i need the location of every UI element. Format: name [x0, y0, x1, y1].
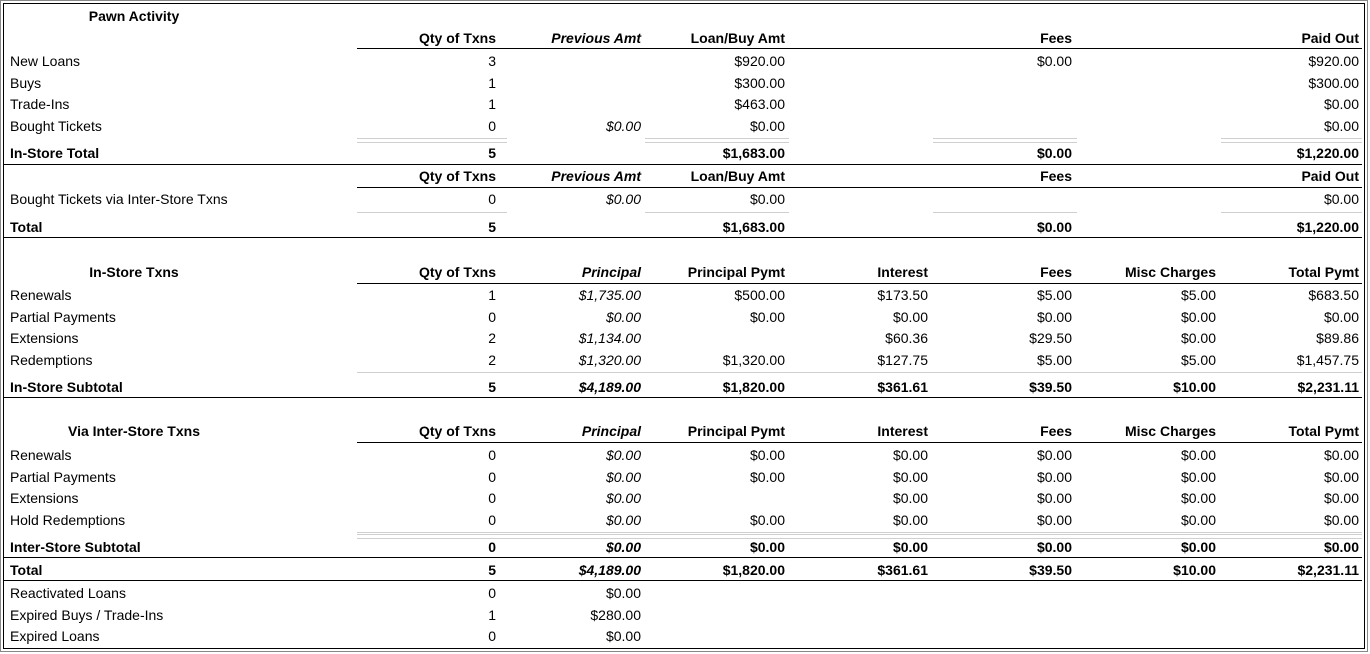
cell-qty: 0 [488, 118, 496, 135]
cell-ppymt: $1,320.00 [722, 351, 785, 368]
cell-principal: $1,320.00 [578, 351, 641, 368]
cell-ppymt: $1,820.00 [722, 562, 785, 578]
subtotal-rule [1221, 212, 1362, 213]
section-title: In-Store Txns [89, 264, 179, 280]
cell-principal: $0.00 [605, 308, 641, 325]
cell-total: $683.50 [1308, 287, 1359, 303]
cell-loan: $300.00 [734, 74, 785, 91]
cell-qty: 0 [488, 490, 496, 506]
cell-fees: $0.00 [1036, 308, 1072, 325]
cell-misc: $0.00 [1180, 468, 1216, 485]
subtotal-rule [357, 372, 1362, 373]
row-label: Expired Loans [10, 628, 100, 644]
cell-amount: $0.00 [605, 628, 641, 644]
cell-principal: $0.00 [605, 468, 641, 485]
column-header: Principal [581, 264, 641, 280]
cell-misc: $5.00 [1180, 287, 1216, 303]
cell-ppymt: $1,820.00 [722, 379, 785, 395]
cell-fees: $0.00 [1036, 53, 1072, 69]
section-title: Via Inter-Store Txns [67, 423, 200, 439]
instore-total-row [4, 142, 1362, 164]
column-header: Qty of Txns [418, 423, 496, 439]
column-header: Previous Amt [551, 30, 641, 46]
cell-interest: $0.00 [892, 447, 928, 463]
column-header: Qty of Txns [418, 168, 496, 184]
row-label: Expired Buys / Trade-Ins [10, 606, 164, 623]
cell-principal: $4,189.00 [578, 379, 641, 395]
cell-qty: 0 [488, 511, 496, 528]
cell-loan: $463.00 [734, 96, 785, 113]
cell-misc: $5.00 [1180, 351, 1216, 368]
cell-total: $0.00 [1323, 447, 1359, 463]
column-header: Principal [581, 423, 641, 439]
table-row [4, 349, 1362, 371]
cell-interest: $127.75 [877, 351, 928, 368]
cell-interest: $0.00 [892, 490, 928, 506]
cell-paid: $1,220.00 [1296, 145, 1359, 161]
row-label: Hold Redemptions [10, 511, 126, 528]
pawn-header-row-2 [4, 165, 1362, 187]
cell-loan: $0.00 [749, 118, 785, 135]
cell-interest: $0.00 [892, 308, 928, 325]
table-row [4, 509, 1362, 531]
interstore-header-row [4, 420, 1362, 442]
table-row [4, 466, 1362, 488]
row-label: New Loans [10, 53, 81, 69]
cell-qty: 0 [488, 539, 496, 555]
cell-principal: $1,735.00 [578, 287, 641, 303]
cell-loan: $0.00 [749, 191, 785, 207]
table-row [4, 93, 1362, 115]
row-label: Inter-Store Subtotal [10, 539, 141, 555]
cell-qty: 5 [488, 379, 496, 395]
table-row [4, 188, 1362, 210]
cell-fees: $0.00 [1036, 539, 1072, 555]
cell-fees: $39.50 [1029, 562, 1072, 578]
cell-interest: $0.00 [892, 511, 928, 528]
cell-qty: 5 [488, 219, 496, 235]
other-row [4, 625, 1362, 647]
cell-fees: $5.00 [1036, 287, 1072, 303]
table-row [4, 72, 1362, 94]
cell-qty: 0 [488, 468, 496, 485]
cell-misc: $0.00 [1180, 330, 1216, 346]
row-label: Redemptions [10, 351, 93, 368]
cell-amount: $280.00 [590, 606, 641, 623]
cell-misc: $0.00 [1180, 539, 1216, 555]
cell-misc: $0.00 [1180, 308, 1216, 325]
column-header: Paid Out [1301, 168, 1359, 184]
cell-qty: 5 [488, 145, 496, 161]
cell-loan: $1,683.00 [722, 145, 785, 161]
row-label: In-Store Total [10, 145, 100, 161]
pawn-total-row [4, 216, 1362, 238]
column-header: Fees [1040, 30, 1072, 46]
cell-paid: $920.00 [1308, 53, 1359, 69]
cell-ppymt: $0.00 [749, 539, 785, 555]
cell-interest: $361.61 [877, 562, 928, 578]
row-label: Total [10, 219, 43, 235]
cell-ppymt: $0.00 [749, 447, 785, 463]
column-header: Total Pymt [1288, 423, 1359, 439]
cell-interest: $0.00 [892, 468, 928, 485]
pawn-title-row [4, 5, 1362, 27]
cell-qty: 0 [488, 585, 496, 601]
cell-principal: $1,134.00 [578, 330, 641, 346]
table-row [4, 50, 1362, 72]
column-header: Paid Out [1301, 30, 1359, 46]
cell-qty: 1 [488, 96, 496, 113]
cell-fees: $0.00 [1036, 490, 1072, 506]
subtotal-rule [645, 212, 789, 213]
column-header: Interest [877, 264, 928, 280]
cell-misc: $0.00 [1180, 511, 1216, 528]
cell-misc: $0.00 [1180, 490, 1216, 506]
column-header: Interest [877, 423, 928, 439]
cell-principal: $0.00 [605, 539, 641, 555]
cell-total: $0.00 [1323, 490, 1359, 506]
cell-fees: $0.00 [1036, 219, 1072, 235]
column-header: Previous Amt [551, 168, 641, 184]
column-header: Principal Pymt [687, 423, 785, 439]
row-label: In-Store Subtotal [10, 379, 123, 395]
cell-prev: $0.00 [605, 191, 641, 207]
cell-ppymt: $0.00 [749, 308, 785, 325]
table-row [4, 487, 1362, 509]
column-header: Misc Charges [1124, 264, 1216, 280]
cell-principal: $4,189.00 [578, 562, 641, 578]
cell-qty: 1 [488, 287, 496, 303]
row-label: Total [10, 562, 43, 578]
cell-ppymt: $0.00 [749, 511, 785, 528]
cell-qty: 1 [488, 606, 496, 623]
grand-total-row [4, 559, 1362, 581]
cell-fees: $0.00 [1036, 468, 1072, 485]
cell-total: $0.00 [1323, 511, 1359, 528]
cell-loan: $1,683.00 [722, 219, 785, 235]
cell-fees: $29.50 [1029, 330, 1072, 346]
cell-interest: $361.61 [877, 379, 928, 395]
subtotal-rule [933, 212, 1077, 213]
cell-prev: $0.00 [605, 118, 641, 135]
instore-header-row [4, 261, 1362, 283]
table-row [4, 306, 1362, 328]
cell-principal: $0.00 [605, 490, 641, 506]
row-label: Renewals [10, 447, 72, 463]
section-title: Pawn Activity [88, 8, 180, 24]
cell-qty: 0 [488, 628, 496, 644]
cell-principal: $0.00 [605, 447, 641, 463]
cell-qty: 3 [488, 53, 496, 69]
cell-qty: 1 [488, 74, 496, 91]
row-label: Partial Payments [10, 468, 116, 485]
cell-ppymt: $500.00 [734, 287, 785, 303]
cell-interest: $0.00 [892, 539, 928, 555]
row-label: Extensions [10, 490, 79, 506]
row-label: Bought Tickets via Inter-Store Txns [10, 191, 228, 207]
row-label: Renewals [10, 287, 72, 303]
total-rule [4, 557, 1362, 558]
cell-total: $0.00 [1323, 468, 1359, 485]
cell-paid: $1,220.00 [1296, 219, 1359, 235]
cell-qty: 0 [488, 308, 496, 325]
column-header: Qty of Txns [418, 264, 496, 280]
cell-paid: $0.00 [1323, 118, 1359, 135]
cell-interest: $173.50 [877, 287, 928, 303]
cell-paid: $300.00 [1308, 74, 1359, 91]
interstore-subtotal-row [4, 536, 1362, 558]
cell-fees: $0.00 [1036, 447, 1072, 463]
subtotal-rule [357, 212, 507, 213]
other-row [4, 604, 1362, 626]
row-label: Extensions [10, 330, 79, 346]
section-divider [4, 397, 1362, 398]
row-label: Bought Tickets [10, 118, 102, 135]
pawn-header-row [4, 27, 1362, 49]
other-row [4, 582, 1362, 604]
cell-qty: 0 [488, 191, 496, 207]
cell-ppymt: $0.00 [749, 468, 785, 485]
column-header: Fees [1040, 423, 1072, 439]
cell-total: $2,231.11 [1297, 562, 1359, 578]
instore-subtotal-row [4, 376, 1362, 398]
cell-qty: 0 [488, 447, 496, 463]
cell-paid: $0.00 [1323, 191, 1359, 207]
cell-misc: $10.00 [1173, 562, 1216, 578]
column-header: Fees [1040, 264, 1072, 280]
table-row [4, 115, 1362, 137]
cell-misc: $10.00 [1173, 379, 1216, 395]
subtotal-rule [357, 532, 1362, 533]
row-label: Partial Payments [10, 308, 116, 325]
column-header: Loan/Buy Amt [690, 168, 785, 184]
cell-qty: 2 [488, 351, 496, 368]
column-header: Principal Pymt [687, 264, 785, 280]
cell-qty: 5 [488, 562, 496, 578]
row-label: Trade-Ins [10, 96, 70, 113]
table-row [4, 284, 1362, 306]
table-row [4, 327, 1362, 349]
cell-loan: $920.00 [734, 53, 785, 69]
cell-principal: $0.00 [605, 511, 641, 528]
table-row [4, 444, 1362, 466]
column-header: Qty of Txns [418, 30, 496, 46]
cell-total: $1,457.75 [1296, 351, 1359, 368]
cell-total: $0.00 [1323, 539, 1359, 555]
cell-paid: $0.00 [1323, 96, 1359, 113]
cell-total: $89.86 [1316, 330, 1359, 346]
interstore-header-underline [357, 442, 1362, 443]
cell-fees: $39.50 [1029, 379, 1072, 395]
column-header: Fees [1040, 168, 1072, 184]
cell-amount: $0.00 [605, 585, 641, 601]
cell-fees: $0.00 [1036, 145, 1072, 161]
section-divider [4, 237, 1362, 238]
cell-fees: $5.00 [1036, 351, 1072, 368]
row-label: Buys [10, 74, 42, 91]
cell-interest: $60.36 [885, 330, 928, 346]
section-divider [4, 580, 1362, 581]
row-label: Reactivated Loans [10, 585, 126, 601]
cell-misc: $0.00 [1180, 447, 1216, 463]
column-header: Misc Charges [1124, 423, 1216, 439]
column-header: Loan/Buy Amt [690, 30, 785, 46]
cell-total: $0.00 [1323, 308, 1359, 325]
cell-fees: $0.00 [1036, 511, 1072, 528]
cell-total: $2,231.11 [1297, 379, 1359, 395]
cell-qty: 2 [488, 330, 496, 346]
column-header: Total Pymt [1288, 264, 1359, 280]
pawn-header-underline [357, 48, 1362, 49]
